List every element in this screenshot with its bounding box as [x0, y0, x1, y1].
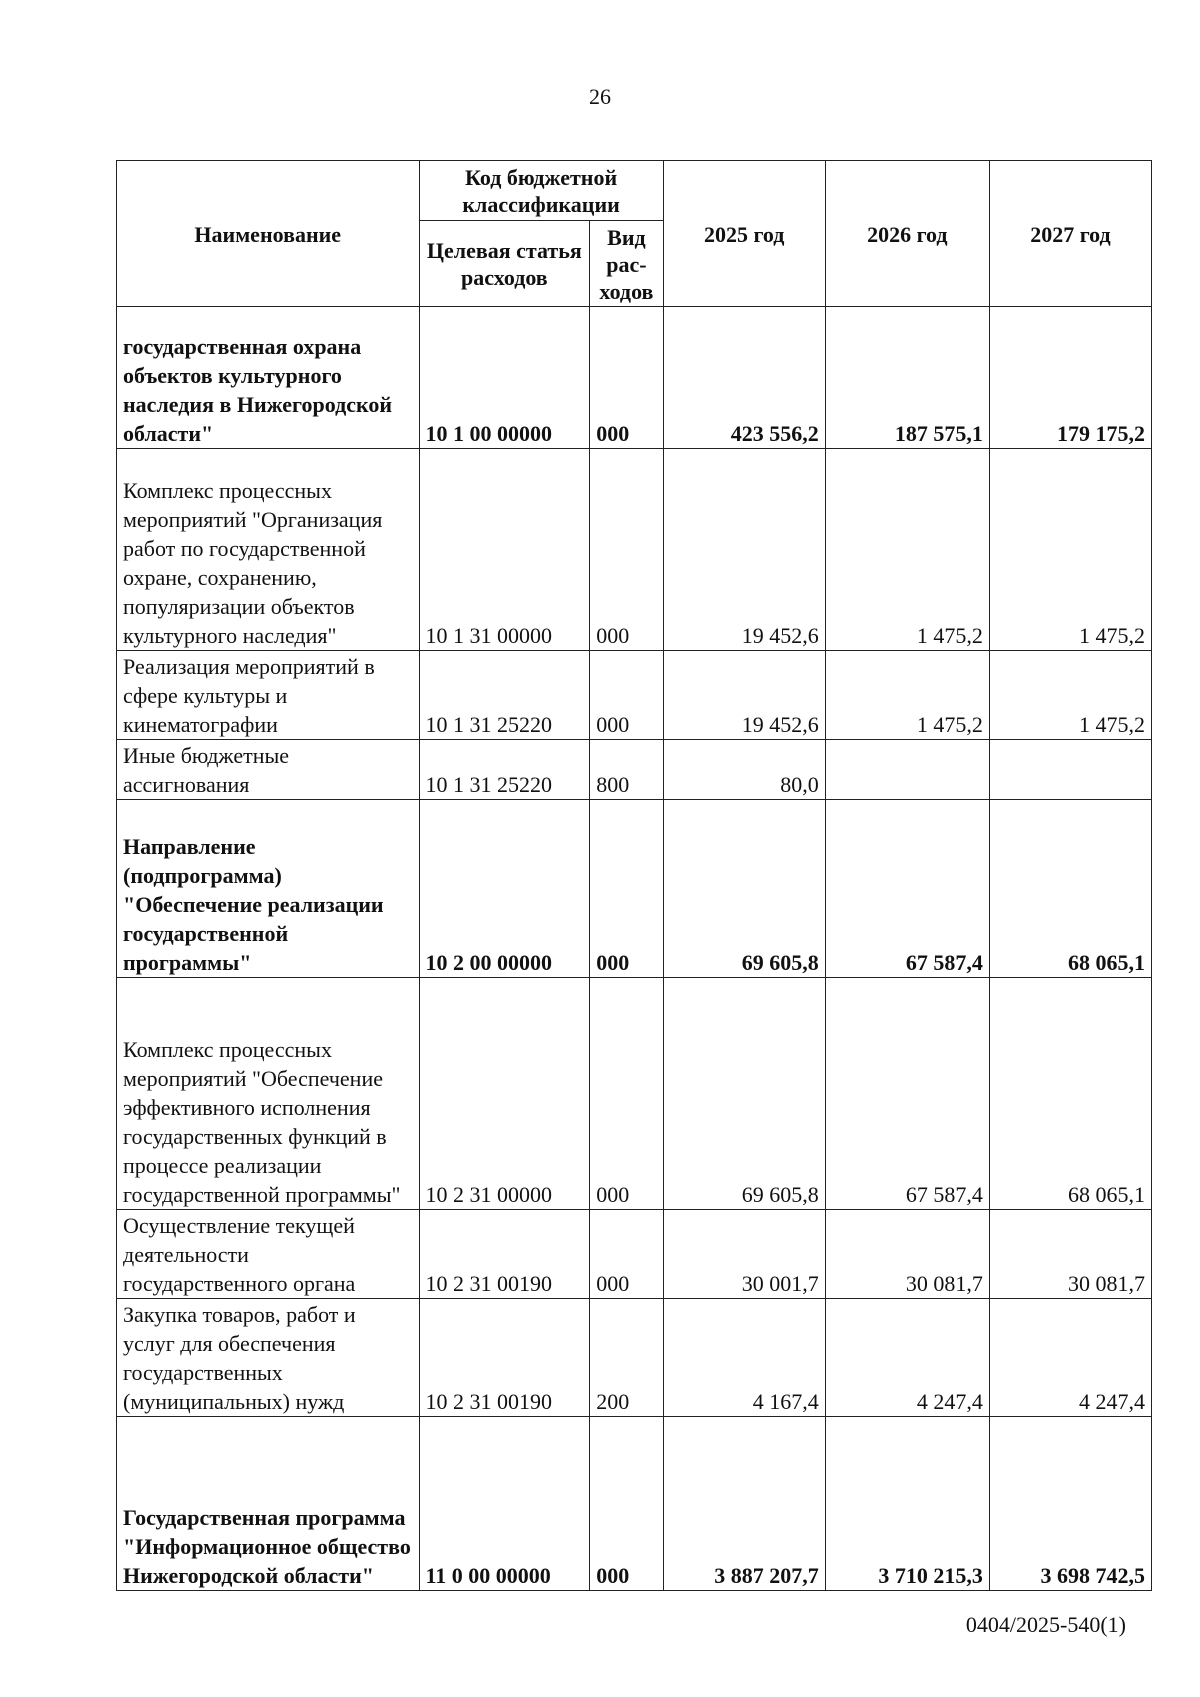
table-row: [117, 449, 1152, 651]
row-name: Закупка товаров, работ и услуг для обеспечения государственных (муниципальных) нужд: [117, 1299, 420, 1417]
row-target-code: 10 1 31 00000: [419, 449, 590, 651]
row-target-code: 10 1 00 00000: [419, 307, 590, 449]
header-year-2025: 2025 год: [663, 161, 825, 307]
row-value-2025: 69 605,8: [663, 978, 825, 1210]
row-name: Осуществление текущей деятельности государственного органа: [117, 1210, 420, 1299]
row-value-2026: 1 475,2: [825, 651, 989, 740]
header-target-article: Целевая статья расходов: [419, 221, 590, 307]
row-value-2027: 4 247,4: [989, 1299, 1151, 1417]
table-row: [117, 740, 1152, 800]
row-value-2027: 30 081,7: [989, 1210, 1151, 1299]
row-target-code: 10 2 31 00000: [419, 978, 590, 1210]
table-row: [117, 978, 1152, 1210]
row-value-2027: 1 475,2: [989, 449, 1151, 651]
row-target-code: 11 0 00 00000: [419, 1417, 590, 1591]
table-row: [117, 651, 1152, 740]
row-target-code: 10 1 31 25220: [419, 740, 590, 800]
row-expense-type: 000: [590, 978, 663, 1210]
row-expense-type: 000: [590, 307, 663, 449]
row-value-2025: 80,0: [663, 740, 825, 800]
table-row: [117, 1417, 1152, 1591]
row-value-2026: 1 475,2: [825, 449, 989, 651]
row-value-2025: 69 605,8: [663, 800, 825, 978]
row-value-2027: 68 065,1: [989, 978, 1151, 1210]
row-name: Реализация мероприятий в сфере культуры и кинематографии: [117, 651, 420, 740]
row-value-2025: 19 452,6: [663, 449, 825, 651]
row-value-2025: 30 001,7: [663, 1210, 825, 1299]
row-value-2025: 3 887 207,7: [663, 1417, 825, 1591]
row-value-2025: 4 167,4: [663, 1299, 825, 1417]
document-code: 0404/2025-540(1): [965, 1612, 1126, 1637]
row-value-2027: 68 065,1: [989, 800, 1151, 978]
row-name: Направление (подпрограмма) "Обеспечение реализации государственной программы": [117, 800, 420, 978]
row-value-2027: 179 175,2: [989, 307, 1151, 449]
header-year-2026: 2026 год: [825, 161, 989, 307]
table-row: [117, 1299, 1152, 1417]
table-row: [117, 307, 1152, 449]
header-year-2027: 2027 год: [989, 161, 1151, 307]
row-value-2026: 67 587,4: [825, 800, 989, 978]
row-name: Комплекс процессных мероприятий "Организация работ по государственной охране, сохранению, популяризации объектов культурного наследия": [117, 449, 420, 651]
header-name: Наименование: [117, 161, 420, 307]
page-number: 26: [589, 84, 611, 109]
row-value-2027: 3 698 742,5: [989, 1417, 1151, 1591]
row-expense-type: 000: [590, 1417, 663, 1591]
table-row: [117, 800, 1152, 978]
row-name: Иные бюджетные ассигнования: [117, 740, 420, 800]
row-name: Государственная программа "Информационное общество Нижегородской области": [117, 1417, 420, 1591]
row-target-code: 10 2 31 00190: [419, 1299, 590, 1417]
row-target-code: 10 1 31 25220: [419, 651, 590, 740]
row-expense-type: 000: [590, 449, 663, 651]
row-expense-type: 200: [590, 1299, 663, 1417]
row-expense-type: 800: [590, 740, 663, 800]
row-expense-type: 000: [590, 651, 663, 740]
row-expense-type: 000: [590, 800, 663, 978]
row-value-2026: 30 081,7: [825, 1210, 989, 1299]
row-target-code: 10 2 00 00000: [419, 800, 590, 978]
row-value-2025: 423 556,2: [663, 307, 825, 449]
table-row: [117, 1210, 1152, 1299]
row-value-2026: 67 587,4: [825, 978, 989, 1210]
row-value-2026: 4 247,4: [825, 1299, 989, 1417]
row-target-code: 10 2 31 00190: [419, 1210, 590, 1299]
row-value-2026: 3 710 215,3: [825, 1417, 989, 1591]
row-value-2026: [825, 740, 989, 800]
row-value-2026: 187 575,1: [825, 307, 989, 449]
row-value-2027: 1 475,2: [989, 651, 1151, 740]
budget-table: [116, 160, 1152, 1591]
row-value-2025: 19 452,6: [663, 651, 825, 740]
row-name: государственная охрана объектов культурного наследия в Нижегородской области": [117, 307, 420, 449]
header-code-group: Код бюджетной классификации: [419, 161, 663, 221]
row-expense-type: 000: [590, 1210, 663, 1299]
row-value-2027: [989, 740, 1151, 800]
header-expense-type: Вид рас-ходов: [590, 221, 663, 307]
row-name: Комплекс процессных мероприятий "Обеспечение эффективного исполнения государственных функций в процессе реализации государственной программы": [117, 978, 420, 1210]
